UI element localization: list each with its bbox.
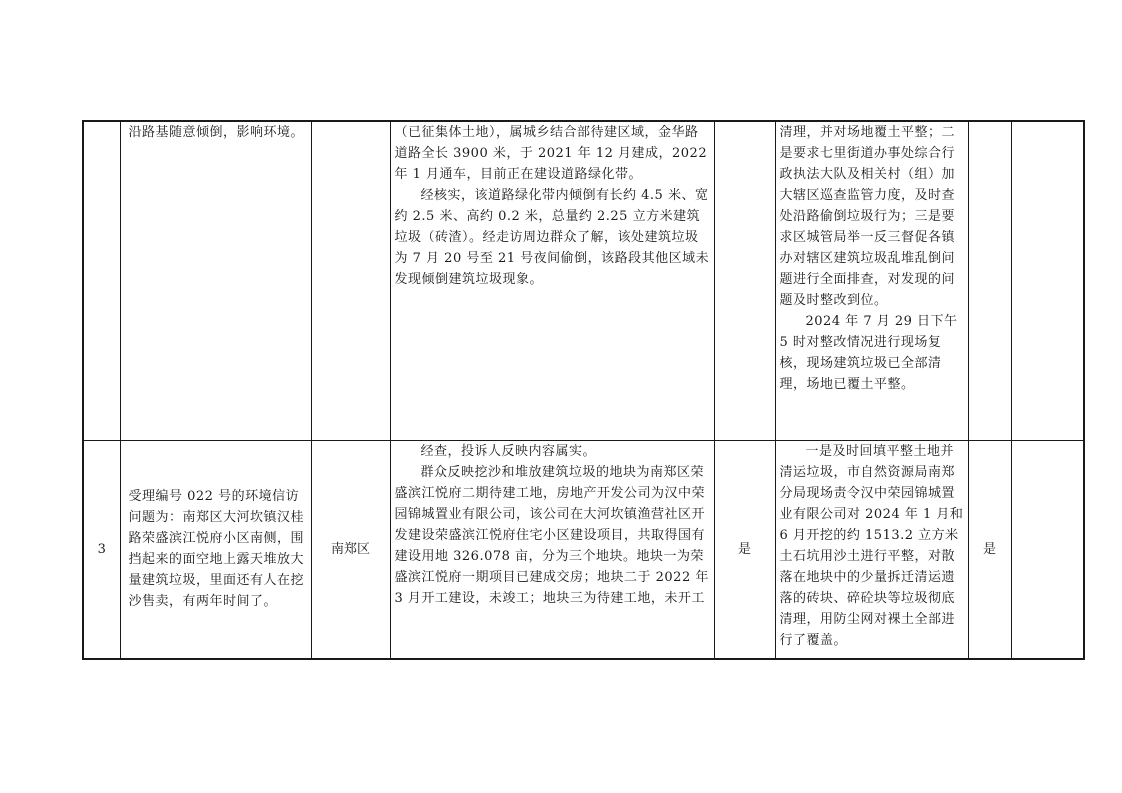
table-row [83, 440, 1084, 659]
measures-paragraph: 2024 年 7 月 29 日下午 5 时对整改情况进行现场复核，现场建筑垃圾已全部清理，场地已覆土平整。 [779, 314, 958, 392]
district-cell [311, 121, 390, 440]
rectified-cell [968, 121, 1011, 440]
issue-cell [120, 440, 311, 659]
issue-text: 受理编号 022 号的环境信访问题为：南郑区大河坎镇汉桂路荣盛滨江悦府小区南侧，围挡起来的面空地上露天堆放大量建筑垃圾，里面还有人在挖沙售卖，有两年时间了。 [128, 489, 305, 610]
measures-paragraph: 清理，并对场地覆土平整；二是要求七里街道办事处综合行政执法大队及相关村（组）加大辖区巡查监管力度，及时查处沿路偷倒垃圾行为；三是要求区城管局举一反三督促各镇办对辖区建筑垃圾乱堆乱倒问题进行全面排查，对发现的问题及时整改到位。 [779, 125, 956, 308]
note-cell [1011, 121, 1084, 440]
row-number-cell [83, 121, 120, 440]
findings-paragraph: （已征集体土地），属城乡结合部待建区域，金华路道路全长 3900 米，于 2021 年 12 月建成，2022 年 1 月通车，目前正在建设道路绿化带。 [394, 125, 708, 182]
rectified-cell: 是 [968, 440, 1011, 659]
findings-cell [390, 440, 714, 659]
findings-cell [390, 121, 714, 440]
table-row [83, 121, 1084, 440]
note-cell [1011, 440, 1084, 659]
issue-cell [120, 121, 311, 440]
row-number-cell: 3 [83, 440, 120, 659]
verified-cell [714, 121, 775, 440]
district-cell: 南郑区 [311, 440, 390, 659]
issue-text: 沿路基随意倾倒，影响环境。 [128, 125, 305, 140]
findings-paragraph: 经核实，该道路绿化带内倾倒有长约 4.5 米、宽约 2.5 米、高约 0.2 米，总量约 2.25 立方米建筑垃圾（砖渣）。经走访周边群众了解，该处建筑垃圾为 7 月 20 号至 21 号夜间偷倒，该路段其他区域未发现倾倒建筑垃圾现象。 [394, 188, 710, 287]
measures-paragraph: 一是及时回填平整土地并清运垃圾，市自然资源局南郑分局现场责令汉中荣园锦城置业有限公司对 2024 年 1 月和 6 月开挖的约 1513.2 立方米土石坑用沙土进行平整，对散落在地块中的少量拆迁清运遗落的砖块、碎砼块等垃圾彻底清理，用防尘网对裸土全部进行了覆盖。 [779, 443, 964, 648]
measures-cell [775, 440, 968, 659]
complaint-table [82, 120, 1085, 660]
verified-cell: 是 [714, 440, 775, 659]
findings-paragraph: 群众反映挖沙和堆放建筑垃圾的地块为南郑区荣盛滨江悦府二期待建工地，房地产开发公司为汉中荣园锦城置业有限公司，该公司在大河坎镇渔营社区开发建设荣盛滨江悦府住宅小区建设项目，共取得国有建设用地 326.078 亩，分为三个地块。地块一为荣盛滨江悦府一期项目已建成交房；地块二于 2022 年 3 月开工建设，未竣工；地块三为待建工地，未开工 [394, 464, 709, 606]
findings-paragraph: 经查，投诉人反映内容属实。 [420, 443, 597, 459]
measures-cell [775, 121, 968, 440]
